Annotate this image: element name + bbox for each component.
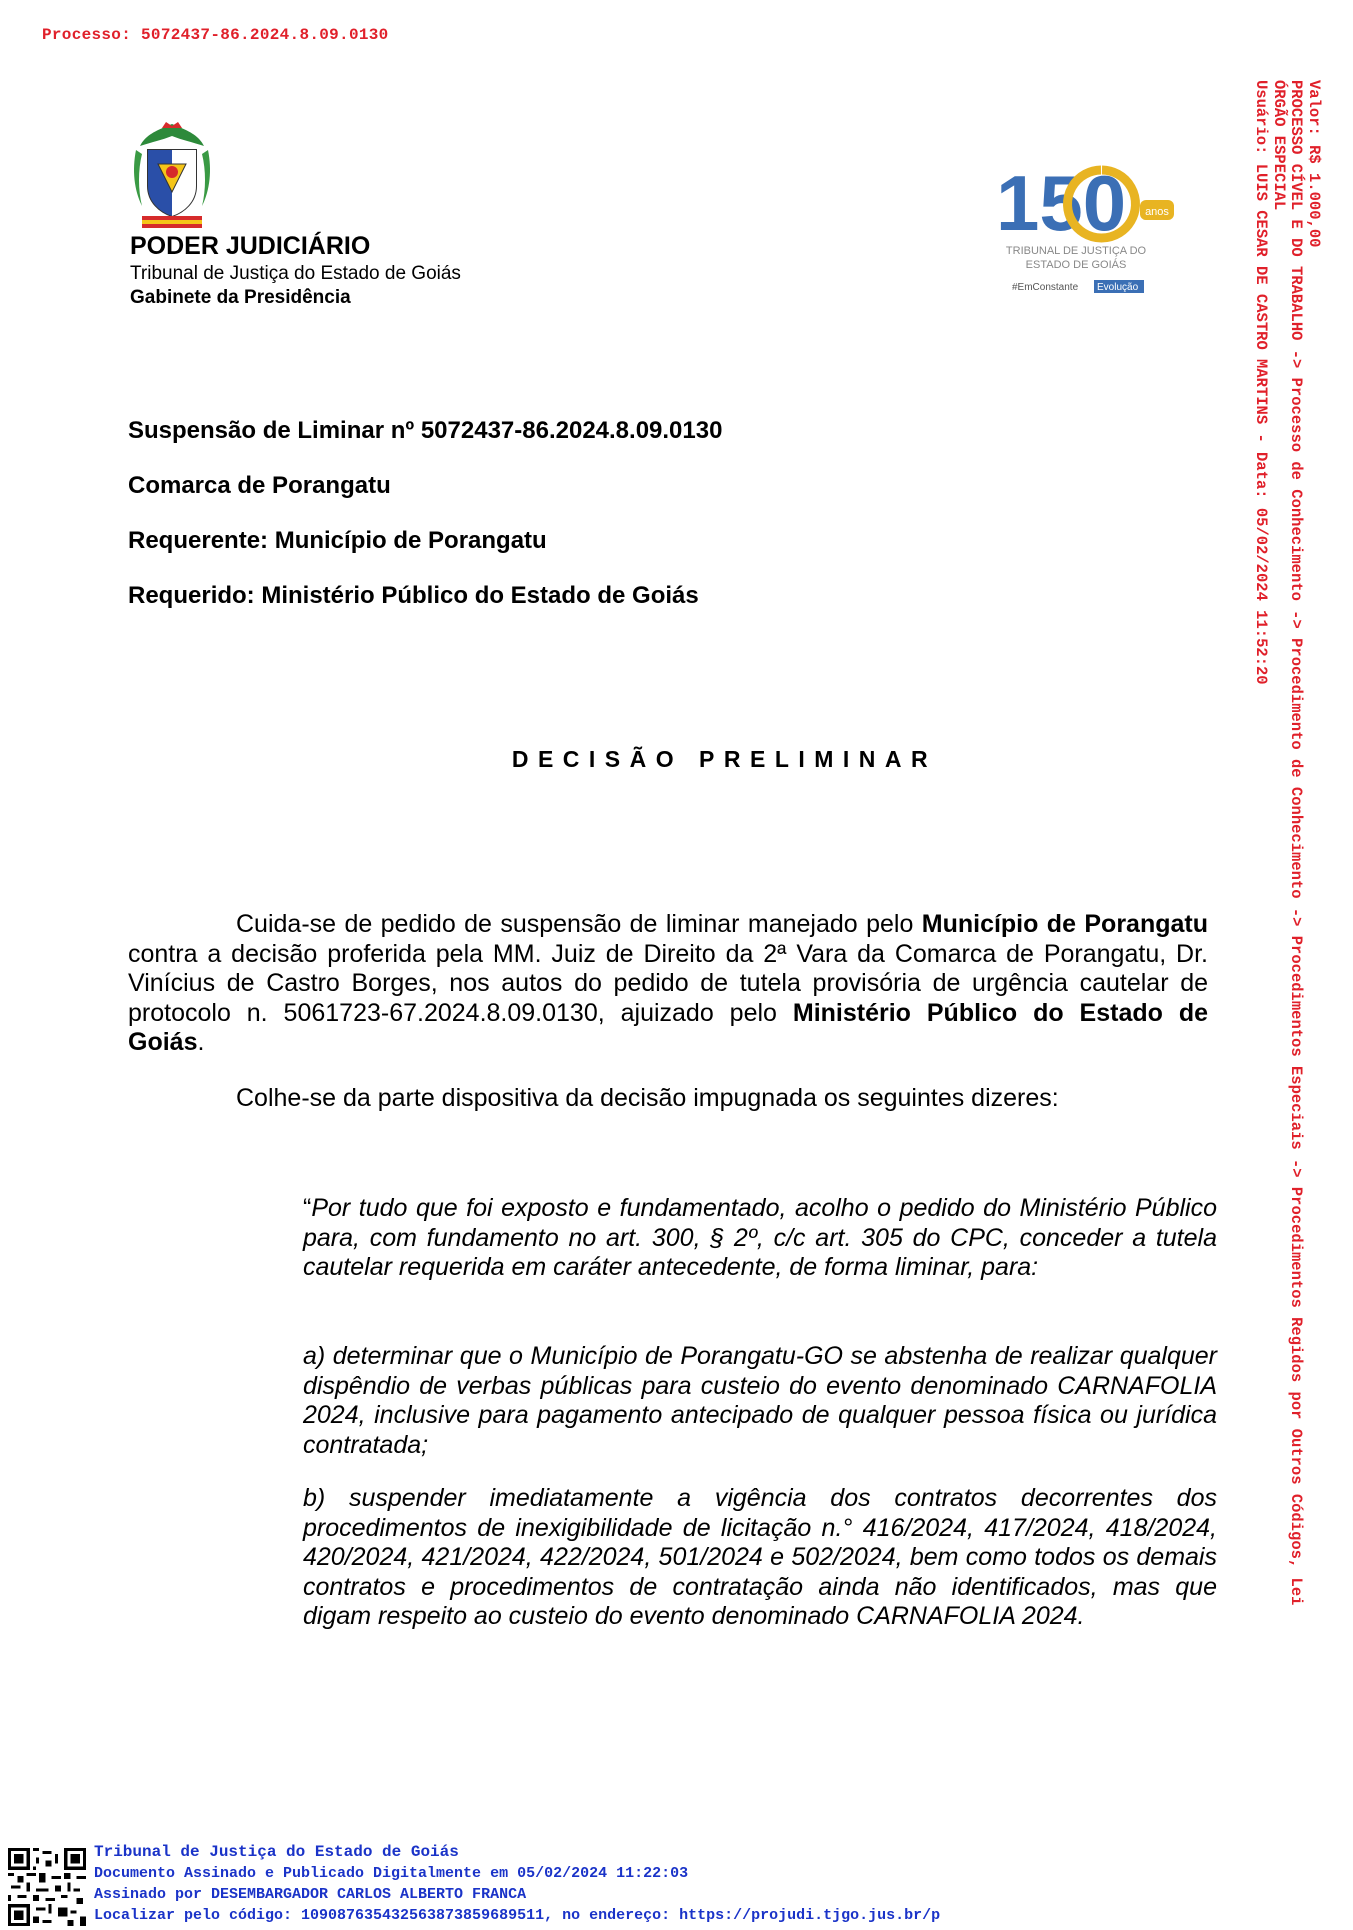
p1-text-c: contra a decisão proferida pela MM. Juiz de Direito da 2ª Vara da Comarca de Porangatu, Dr. Vinícius de Castro Borges, nos autos do pedido de tutela provisória de urgência cautelar de protocolo n. 5061723-67.2024.8.09.0130, ajuizado pelo <box>128 939 1208 1027</box>
qr-code-icon[interactable] <box>8 1848 86 1926</box>
footer-tribunal: Tribunal de Justiça do Estado de Goiás <box>94 1843 459 1861</box>
signature-footer <box>94 1842 940 1926</box>
footer-signed-date: Documento Assinado e Publicado Digitalmente em 05/02/2024 11:22:03 <box>94 1865 689 1882</box>
tribunal-name: Tribunal de Justiça do Estado de Goiás <box>130 263 461 284</box>
logo-number: 150 <box>996 159 1127 247</box>
quote-1-text: Por tudo que foi exposto e fundamentado, acolho o pedido do Ministério Público para, com fundamento no art. 300, § 2º, c/c art. 305 do CPC, conceder a tutela cautelar requerida em caráter antecedente, de forma liminar, para: <box>303 1194 1217 1281</box>
logo-anos: anos <box>1145 206 1169 218</box>
logo-line2: ESTADO DE GOIÁS <box>1025 259 1127 271</box>
footer-verification-code: Localizar pelo código: 109087635432563873859689511, no endereço: https://projudi.tjgo.jus.br/p <box>94 1907 941 1924</box>
quote-open-mark: “ <box>303 1194 312 1222</box>
quote-paragraph-2: a) determinar que o Município de Porangatu-GO se abstenha de realizar qualquer dispêndio de verbas públicas para custeio do evento denominado CARNAFOLIA 2024, inclusive para pagamento antecipado de qualquer pessoa física ou jurídica contratada; <box>303 1342 1217 1459</box>
side-stamp <box>1252 80 1322 1930</box>
side-stamp-organ: ÓRGÃO ESPECIAL <box>1270 80 1288 211</box>
anniversary-logo-icon <box>990 140 1190 300</box>
page-title: PODER JUDICIÁRIO <box>130 232 371 260</box>
logo-tag-b: Evolução <box>1097 282 1139 293</box>
side-stamp-value: Valor: R$ 1.000,00 <box>1305 80 1323 248</box>
p1-bold-mp: Ministério Público do Estado de Goiás <box>128 998 1209 1056</box>
side-stamp-classification: PROCESSO CÍVEL E DO TRABALHO -> Processo de Conhecimento -> Procedimento de Conhecimento -> Procedimentos Especiais -> Procedimentos Regidos por Outros Códigos, Lei <box>1287 80 1306 1606</box>
case-requerido: Requerido: Ministério Público do Estado de Goiás <box>128 582 699 609</box>
office-name: Gabinete da Presidência <box>130 287 351 308</box>
case-comarca: Comarca de Porangatu <box>128 472 391 499</box>
case-info <box>128 416 722 636</box>
coat-of-arms-icon <box>128 120 216 232</box>
case-number: Suspensão de Liminar nº 5072437-86.2024.8.09.0130 <box>128 417 723 444</box>
body-paragraph-2: Colhe-se da parte dispositiva da decisão impugnada os seguintes dizeres: <box>236 1084 1059 1112</box>
quote-paragraph-1 <box>303 1194 1217 1283</box>
process-number-header: Processo: 5072437-86.2024.8.09.0130 <box>42 26 389 44</box>
case-requerente: Requerente: Município de Porangatu <box>128 527 547 554</box>
logo-tag-a: #EmConstante <box>1012 282 1079 293</box>
body-paragraph-1 <box>128 910 1208 1058</box>
p1-text-a: Cuida-se de pedido de suspensão de liminar manejado pelo <box>236 910 922 938</box>
side-stamp-user: Usuário: LUIS CESAR DE CASTRO MARTINS - Data: 05/02/2024 11:52:20 <box>1252 80 1271 685</box>
decision-title-text: DECISÃO PRELIMINAR <box>511 746 938 772</box>
footer-signer: Assinado por DESEMBARGADOR CARLOS ALBERTO FRANCA <box>94 1886 527 1903</box>
p1-bold-municipio: Município de Porangatu <box>921 910 1208 938</box>
p1-text-e: . <box>197 1028 205 1056</box>
logo-line1: TRIBUNAL DE JUSTIÇA DO <box>1005 245 1147 257</box>
quote-paragraph-3: b) suspender imediatamente a vigência dos contratos decorrentes dos procedimentos de inexigibilidade de licitação n.° 416/2024, 417/2024, 418/2024, 420/2024, 421/2024, 422/2024, 501/2024 e 502/2024, bem como todos os demais contratos e procedimentos de contratação ainda não identificados, mas que digam respeito ao custeio do evento denominado CARNAFOLIA 2024. <box>303 1484 1217 1630</box>
decision-title <box>0 746 1353 773</box>
court-header <box>130 232 461 310</box>
